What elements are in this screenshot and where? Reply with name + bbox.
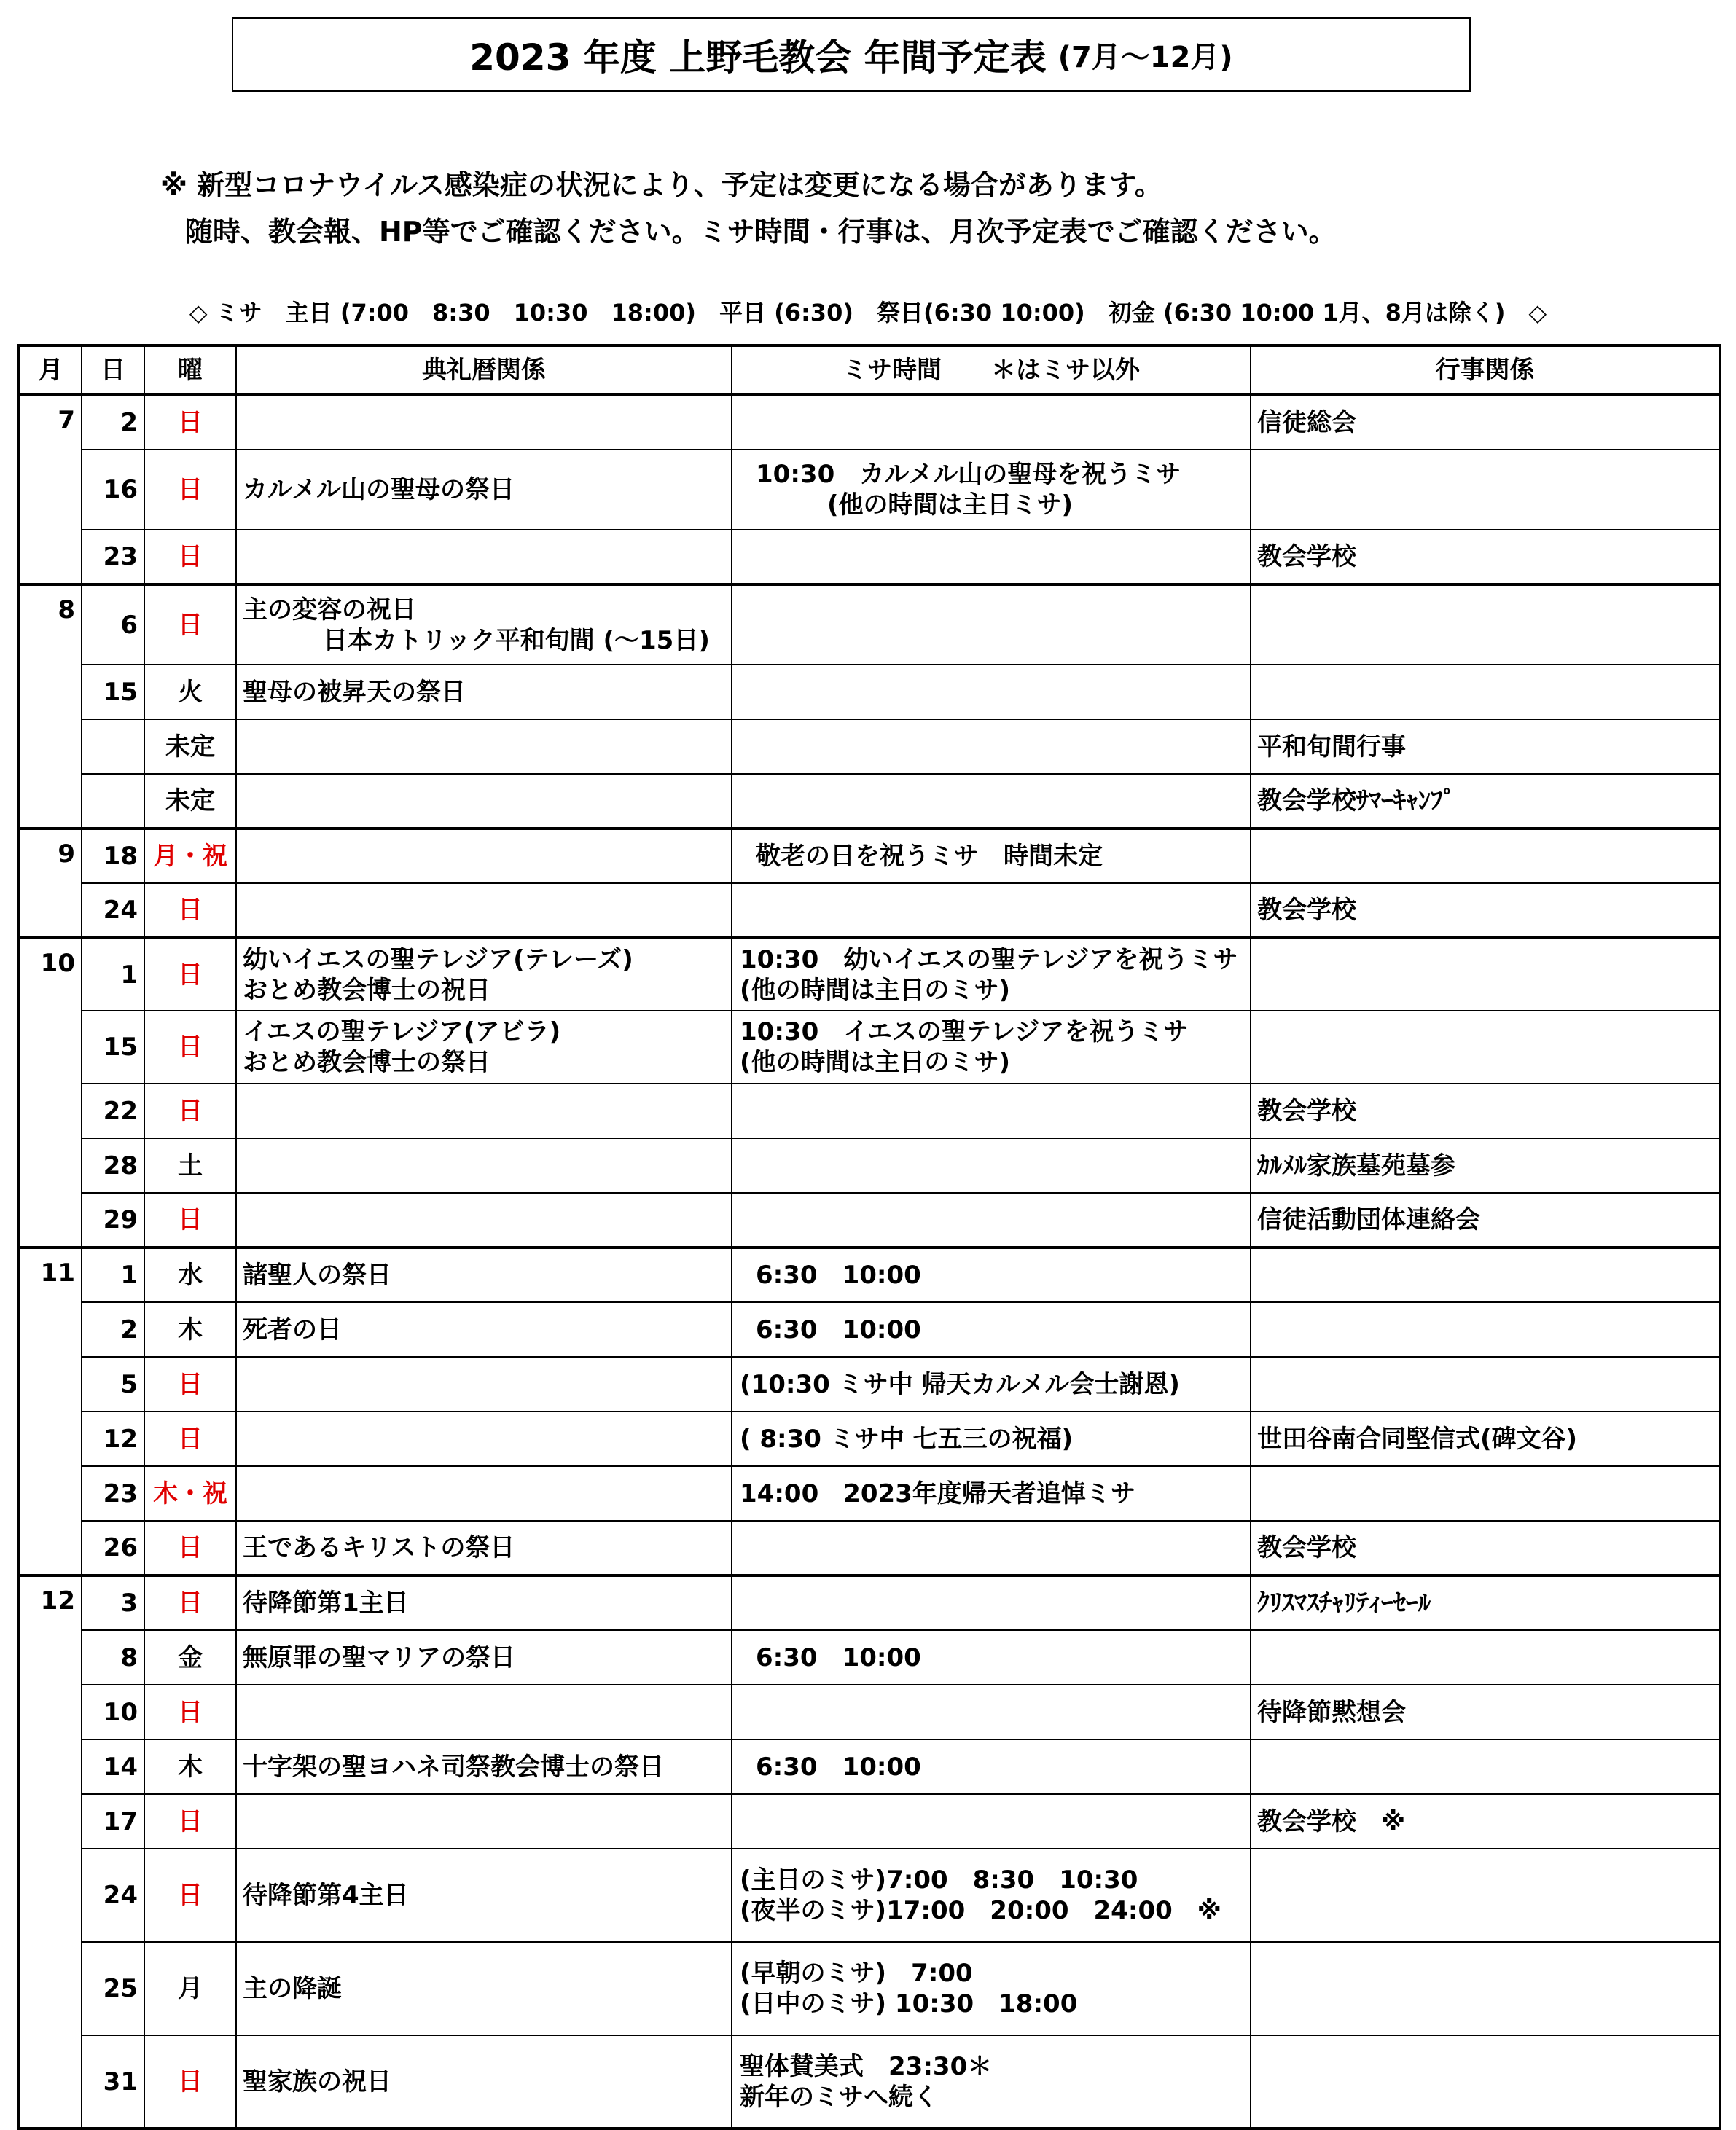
- liturgy-cell: [236, 1942, 732, 2035]
- weekday-cell: 日: [144, 450, 236, 530]
- event-cell: [1251, 1575, 1720, 1630]
- mass-time-cell: [732, 450, 1251, 530]
- liturgy-cell-line: 王であるキリストの祭日: [243, 1533, 515, 1562]
- event-cell: [1251, 938, 1720, 1011]
- table-row: [19, 1575, 1720, 1630]
- event-cell: [1251, 829, 1720, 883]
- event-cell-line: 信徒活動団体連絡会: [1257, 1205, 1480, 1234]
- mass-time-cell-line: ( 8:30 ミサ中 七五三の祝福): [740, 1424, 1074, 1454]
- table-row: [19, 2035, 1720, 2129]
- table-row: [19, 1302, 1720, 1357]
- mass-time-cell-line: (早朝のミサ) 7:00: [740, 1959, 973, 1988]
- mass-time-cell: [732, 2035, 1251, 2129]
- mass-time-cell: [732, 1411, 1251, 1466]
- liturgy-cell-line: 主の変容の祝日: [243, 595, 416, 624]
- event-cell-line: 信徒総会: [1257, 408, 1356, 437]
- table-row: [19, 665, 1720, 719]
- weekday-cell: 日: [144, 938, 236, 1011]
- event-cell: [1251, 719, 1720, 774]
- mass-time-cell-line: (他の時間は主日のミサ): [740, 975, 1011, 1005]
- weekday-cell: 金: [144, 1630, 236, 1685]
- liturgy-cell: [236, 584, 732, 665]
- liturgy-cell: [236, 1302, 732, 1357]
- mass-time-cell-line: 6:30 10:00: [756, 1261, 921, 1290]
- event-cell: [1251, 1521, 1720, 1575]
- table-row: [19, 774, 1720, 829]
- table-row: [19, 1011, 1720, 1084]
- day-cell: 18: [82, 829, 144, 883]
- header-mass: ミサ時間 ＊はミサ以外: [732, 345, 1251, 395]
- month-cell: 12: [19, 1575, 82, 2129]
- weekday-cell: 日: [144, 1521, 236, 1575]
- header-day: 日: [82, 345, 144, 395]
- table-row: [19, 883, 1720, 938]
- table-row: [19, 1849, 1720, 1942]
- event-cell: [1251, 1411, 1720, 1466]
- table-row: [19, 1411, 1720, 1466]
- day-cell: 29: [82, 1193, 144, 1248]
- liturgy-cell: [236, 1575, 732, 1630]
- liturgy-cell: [236, 1011, 732, 1084]
- day-cell: 16: [82, 450, 144, 530]
- weekday-cell: 木・祝: [144, 1466, 236, 1521]
- mass-time-cell: [732, 1794, 1251, 1849]
- liturgy-cell-line: 死者の日: [243, 1315, 342, 1344]
- liturgy-cell: [236, 1138, 732, 1193]
- table-row: [19, 1739, 1720, 1794]
- event-cell: [1251, 1849, 1720, 1942]
- weekday-cell: 日: [144, 530, 236, 584]
- table-header-row: [19, 345, 1720, 395]
- liturgy-cell: [236, 1630, 732, 1685]
- day-cell: 25: [82, 1942, 144, 2035]
- day-cell: 24: [82, 883, 144, 938]
- mass-time-cell-line: 6:30 10:00: [756, 1752, 921, 1782]
- mass-time-cell: [732, 883, 1251, 938]
- event-cell-line: 教会学校 ※: [1257, 1806, 1406, 1836]
- table-row: [19, 1466, 1720, 1521]
- mass-time-cell: [732, 1302, 1251, 1357]
- day-cell: 6: [82, 584, 144, 665]
- weekday-cell: 日: [144, 1575, 236, 1630]
- event-cell: [1251, 1794, 1720, 1849]
- mass-time-cell-line: 新年のミサへ続く: [740, 2082, 938, 2112]
- weekday-cell: 日: [144, 1794, 236, 1849]
- header-weekday: 曜: [144, 345, 236, 395]
- mass-time-cell: [732, 1357, 1251, 1411]
- mass-time-cell-line: 6:30 10:00: [756, 1642, 921, 1672]
- liturgy-cell: [236, 1521, 732, 1575]
- liturgy-cell: [236, 530, 732, 584]
- event-cell-line: 世田谷南合同堅信式(碑文谷): [1257, 1424, 1578, 1454]
- table-row: [19, 1193, 1720, 1248]
- event-cell: [1251, 1739, 1720, 1794]
- month-cell: 9: [19, 829, 82, 938]
- liturgy-cell-line: 主の降誕: [243, 1974, 342, 2003]
- mass-time-cell: [732, 1521, 1251, 1575]
- liturgy-cell: [236, 719, 732, 774]
- weekday-cell: 未定: [144, 719, 236, 774]
- liturgy-cell-line: 日本カトリック平和旬間 (～15日): [323, 625, 710, 655]
- table-row: [19, 1248, 1720, 1302]
- event-cell-line: 教会学校ｻﾏｰｷｬﾝﾌﾟ: [1257, 786, 1455, 815]
- liturgy-cell: [236, 774, 732, 829]
- table-row: [19, 1084, 1720, 1138]
- weekday-cell: 日: [144, 2035, 236, 2129]
- page-title: 2023 年度 上野毛教会 年間予定表: [469, 36, 1047, 79]
- event-cell: [1251, 1011, 1720, 1084]
- day-cell: 28: [82, 1138, 144, 1193]
- mass-time-cell: [732, 584, 1251, 665]
- liturgy-cell: [236, 1193, 732, 1248]
- liturgy-cell-line: 聖母の被昇天の祭日: [243, 677, 466, 707]
- event-cell: [1251, 1302, 1720, 1357]
- month-cell: 11: [19, 1248, 82, 1575]
- day-cell: 5: [82, 1357, 144, 1411]
- day-cell: 1: [82, 938, 144, 1011]
- mass-time-cell: [732, 395, 1251, 450]
- table-row: [19, 1357, 1720, 1411]
- day-cell: 23: [82, 1466, 144, 1521]
- weekday-cell: 日: [144, 1084, 236, 1138]
- header-liturgy: 典礼暦関係: [236, 345, 732, 395]
- mass-time-cell: [732, 1138, 1251, 1193]
- day-cell: 22: [82, 1084, 144, 1138]
- event-cell: [1251, 883, 1720, 938]
- mass-time-cell: [732, 1575, 1251, 1630]
- liturgy-cell: [236, 1739, 732, 1794]
- table-row: [19, 1942, 1720, 2035]
- weekday-cell: 日: [144, 1357, 236, 1411]
- mass-time-cell-line: 10:30 カルメル山の聖母を祝うミサ: [756, 460, 1181, 489]
- event-cell-line: 教会学校: [1257, 542, 1356, 571]
- liturgy-cell-line: 無原罪の聖マリアの祭日: [243, 1642, 515, 1672]
- event-cell: [1251, 1942, 1720, 2035]
- table-row: [19, 1138, 1720, 1193]
- mass-time-cell: [732, 1248, 1251, 1302]
- weekday-cell: 日: [144, 1193, 236, 1248]
- day-cell: 2: [82, 1302, 144, 1357]
- table-row: [19, 1794, 1720, 1849]
- mass-time-cell-line: (主日のミサ)7:00 8:30 10:30: [740, 1865, 1138, 1895]
- weekday-cell: 火: [144, 665, 236, 719]
- mass-time-cell: [732, 1011, 1251, 1084]
- mass-time-cell: [732, 1739, 1251, 1794]
- liturgy-cell: [236, 395, 732, 450]
- mass-times-summary: ◇ ミサ 主日 (7:00 8:30 10:30 18:00) 平日 (6:30) 祭日(6:30 10:00) 初金 (6:30 10:00 1月、8月は除く) ◇: [189, 299, 1547, 326]
- schedule-table: [17, 344, 1721, 2130]
- liturgy-cell-line: カルメル山の聖母の祭日: [243, 475, 515, 504]
- mass-time-cell: [732, 1630, 1251, 1685]
- event-cell-line: ｸﾘｽﾏｽﾁｬﾘﾃｨｰｾｰﾙ: [1257, 1589, 1431, 1618]
- table-row: [19, 938, 1720, 1011]
- liturgy-cell: [236, 883, 732, 938]
- mass-time-cell-line: 6:30 10:00: [756, 1315, 921, 1344]
- event-cell-line: 待降節黙想会: [1257, 1697, 1406, 1727]
- table-row: [19, 450, 1720, 530]
- weekday-cell: 日: [144, 1849, 236, 1942]
- event-cell: [1251, 1084, 1720, 1138]
- liturgy-cell: [236, 1466, 732, 1521]
- mass-time-cell-line: (他の時間は主日のミサ): [740, 1048, 1011, 1077]
- event-cell: [1251, 1193, 1720, 1248]
- mass-time-cell-line: (10:30 ミサ中 帰天カルメル会士謝恩): [740, 1369, 1180, 1399]
- liturgy-cell-line: 聖家族の祝日: [243, 2067, 391, 2096]
- liturgy-cell: [236, 1685, 732, 1739]
- page-title-period: (7月～12月): [1057, 40, 1233, 74]
- event-cell: [1251, 1630, 1720, 1685]
- weekday-cell: 日: [144, 883, 236, 938]
- event-cell-line: 平和旬間行事: [1257, 732, 1406, 761]
- mass-time-cell-line: 聖体賛美式 23:30＊: [740, 2051, 993, 2081]
- day-cell: 23: [82, 530, 144, 584]
- liturgy-cell: [236, 1849, 732, 1942]
- weekday-cell: 日: [144, 1411, 236, 1466]
- mass-time-cell: [732, 1685, 1251, 1739]
- weekday-cell: 日: [144, 395, 236, 450]
- mass-time-cell: [732, 829, 1251, 883]
- title-box: [232, 17, 1471, 92]
- mass-time-cell-line: (他の時間は主日ミサ): [827, 490, 1074, 520]
- mass-time-cell: [732, 1942, 1251, 2035]
- liturgy-cell: [236, 1794, 732, 1849]
- event-cell: [1251, 530, 1720, 584]
- event-cell: [1251, 2035, 1720, 2129]
- day-cell: 15: [82, 665, 144, 719]
- liturgy-cell: [236, 2035, 732, 2129]
- day-cell: 12: [82, 1411, 144, 1466]
- day-cell: 26: [82, 1521, 144, 1575]
- weekday-cell: 日: [144, 1011, 236, 1084]
- weekday-cell: 木: [144, 1302, 236, 1357]
- notice-line-2: 随時、教会報、HP等でご確認ください。ミサ時間・行事は、月次予定表でご確認ください。: [185, 216, 1337, 248]
- table-row: [19, 395, 1720, 450]
- notice-line-1: ※ 新型コロナウイルス感染症の状況により、予定は変更になる場合があります。: [160, 169, 1162, 201]
- mass-time-cell-line: (夜半のミサ)17:00 20:00 24:00 ※: [740, 1896, 1221, 1925]
- day-cell: 24: [82, 1849, 144, 1942]
- weekday-cell: 土: [144, 1138, 236, 1193]
- liturgy-cell: [236, 938, 732, 1011]
- mass-time-cell-line: 10:30 幼いイエスの聖テレジアを祝うミサ: [740, 944, 1238, 974]
- liturgy-cell: [236, 829, 732, 883]
- mass-time-cell-line: 10:30 イエスの聖テレジアを祝うミサ: [740, 1017, 1189, 1046]
- table-row: [19, 829, 1720, 883]
- mass-time-cell: [732, 938, 1251, 1011]
- schedule-body: [19, 395, 1720, 2129]
- weekday-cell: 木: [144, 1739, 236, 1794]
- month-cell: 8: [19, 584, 82, 829]
- event-cell: [1251, 584, 1720, 665]
- event-cell-line: ｶﾙﾒﾙ家族墓苑墓参: [1257, 1151, 1455, 1180]
- mass-time-cell: [732, 774, 1251, 829]
- mass-time-cell-line: 敬老の日を祝うミサ 時間未定: [756, 842, 1103, 871]
- weekday-cell: 月: [144, 1942, 236, 2035]
- liturgy-cell-line: 諸聖人の祭日: [243, 1261, 391, 1290]
- event-cell-line: 教会学校: [1257, 1096, 1356, 1126]
- table-row: [19, 1685, 1720, 1739]
- event-cell: [1251, 1466, 1720, 1521]
- liturgy-cell-line: 待降節第1主日: [243, 1589, 409, 1618]
- mass-time-cell-line: 14:00 2023年度帰天者追悼ミサ: [740, 1479, 1135, 1508]
- mass-time-cell: [732, 530, 1251, 584]
- day-cell: 3: [82, 1575, 144, 1630]
- table-row: [19, 1630, 1720, 1685]
- event-cell: [1251, 450, 1720, 530]
- liturgy-cell-line: イエスの聖テレジア(アビラ): [243, 1017, 561, 1046]
- liturgy-cell-line: おとめ教会博士の祝日: [243, 975, 490, 1005]
- mass-time-cell: [732, 1849, 1251, 1942]
- table-row: [19, 719, 1720, 774]
- day-cell: 2: [82, 395, 144, 450]
- table-row: [19, 1521, 1720, 1575]
- liturgy-cell: [236, 665, 732, 719]
- event-cell: [1251, 1685, 1720, 1739]
- event-cell: [1251, 665, 1720, 719]
- liturgy-cell: [236, 1411, 732, 1466]
- weekday-cell: 未定: [144, 774, 236, 829]
- event-cell: [1251, 1357, 1720, 1411]
- weekday-cell: 月・祝: [144, 829, 236, 883]
- liturgy-cell-line: 十字架の聖ヨハネ司祭教会博士の祭日: [243, 1752, 664, 1782]
- liturgy-cell-line: 待降節第4主日: [243, 1881, 409, 1910]
- mass-time-cell-line: (日中のミサ) 10:30 18:00: [740, 1989, 1078, 2019]
- weekday-cell: 水: [144, 1248, 236, 1302]
- day-cell: 15: [82, 1011, 144, 1084]
- mass-time-cell: [732, 719, 1251, 774]
- event-cell-line: 教会学校: [1257, 896, 1356, 925]
- day-cell: 8: [82, 1630, 144, 1685]
- table-row: [19, 584, 1720, 665]
- mass-time-cell: [732, 665, 1251, 719]
- liturgy-cell: [236, 1248, 732, 1302]
- mass-time-cell: [732, 1466, 1251, 1521]
- liturgy-cell: [236, 1084, 732, 1138]
- table-row: [19, 530, 1720, 584]
- liturgy-cell-line: おとめ教会博士の祭日: [243, 1048, 490, 1077]
- mass-time-cell: [732, 1084, 1251, 1138]
- day-cell: 10: [82, 1685, 144, 1739]
- header-month: 月: [19, 345, 82, 395]
- mass-time-cell: [732, 1193, 1251, 1248]
- day-cell: 1: [82, 1248, 144, 1302]
- event-cell: [1251, 774, 1720, 829]
- month-cell: 7: [19, 395, 82, 584]
- day-cell: [82, 774, 144, 829]
- event-cell: [1251, 395, 1720, 450]
- day-cell: 14: [82, 1739, 144, 1794]
- liturgy-cell: [236, 1357, 732, 1411]
- event-cell-line: 教会学校: [1257, 1533, 1356, 1562]
- liturgy-cell-line: 幼いイエスの聖テレジア(テレーズ): [243, 944, 633, 974]
- day-cell: 17: [82, 1794, 144, 1849]
- event-cell: [1251, 1138, 1720, 1193]
- month-cell: 10: [19, 938, 82, 1248]
- day-cell: 31: [82, 2035, 144, 2129]
- liturgy-cell: [236, 450, 732, 530]
- day-cell: [82, 719, 144, 774]
- notice: [160, 162, 1545, 255]
- weekday-cell: 日: [144, 584, 236, 665]
- header-events: 行事関係: [1251, 345, 1720, 395]
- weekday-cell: 日: [144, 1685, 236, 1739]
- event-cell: [1251, 1248, 1720, 1302]
